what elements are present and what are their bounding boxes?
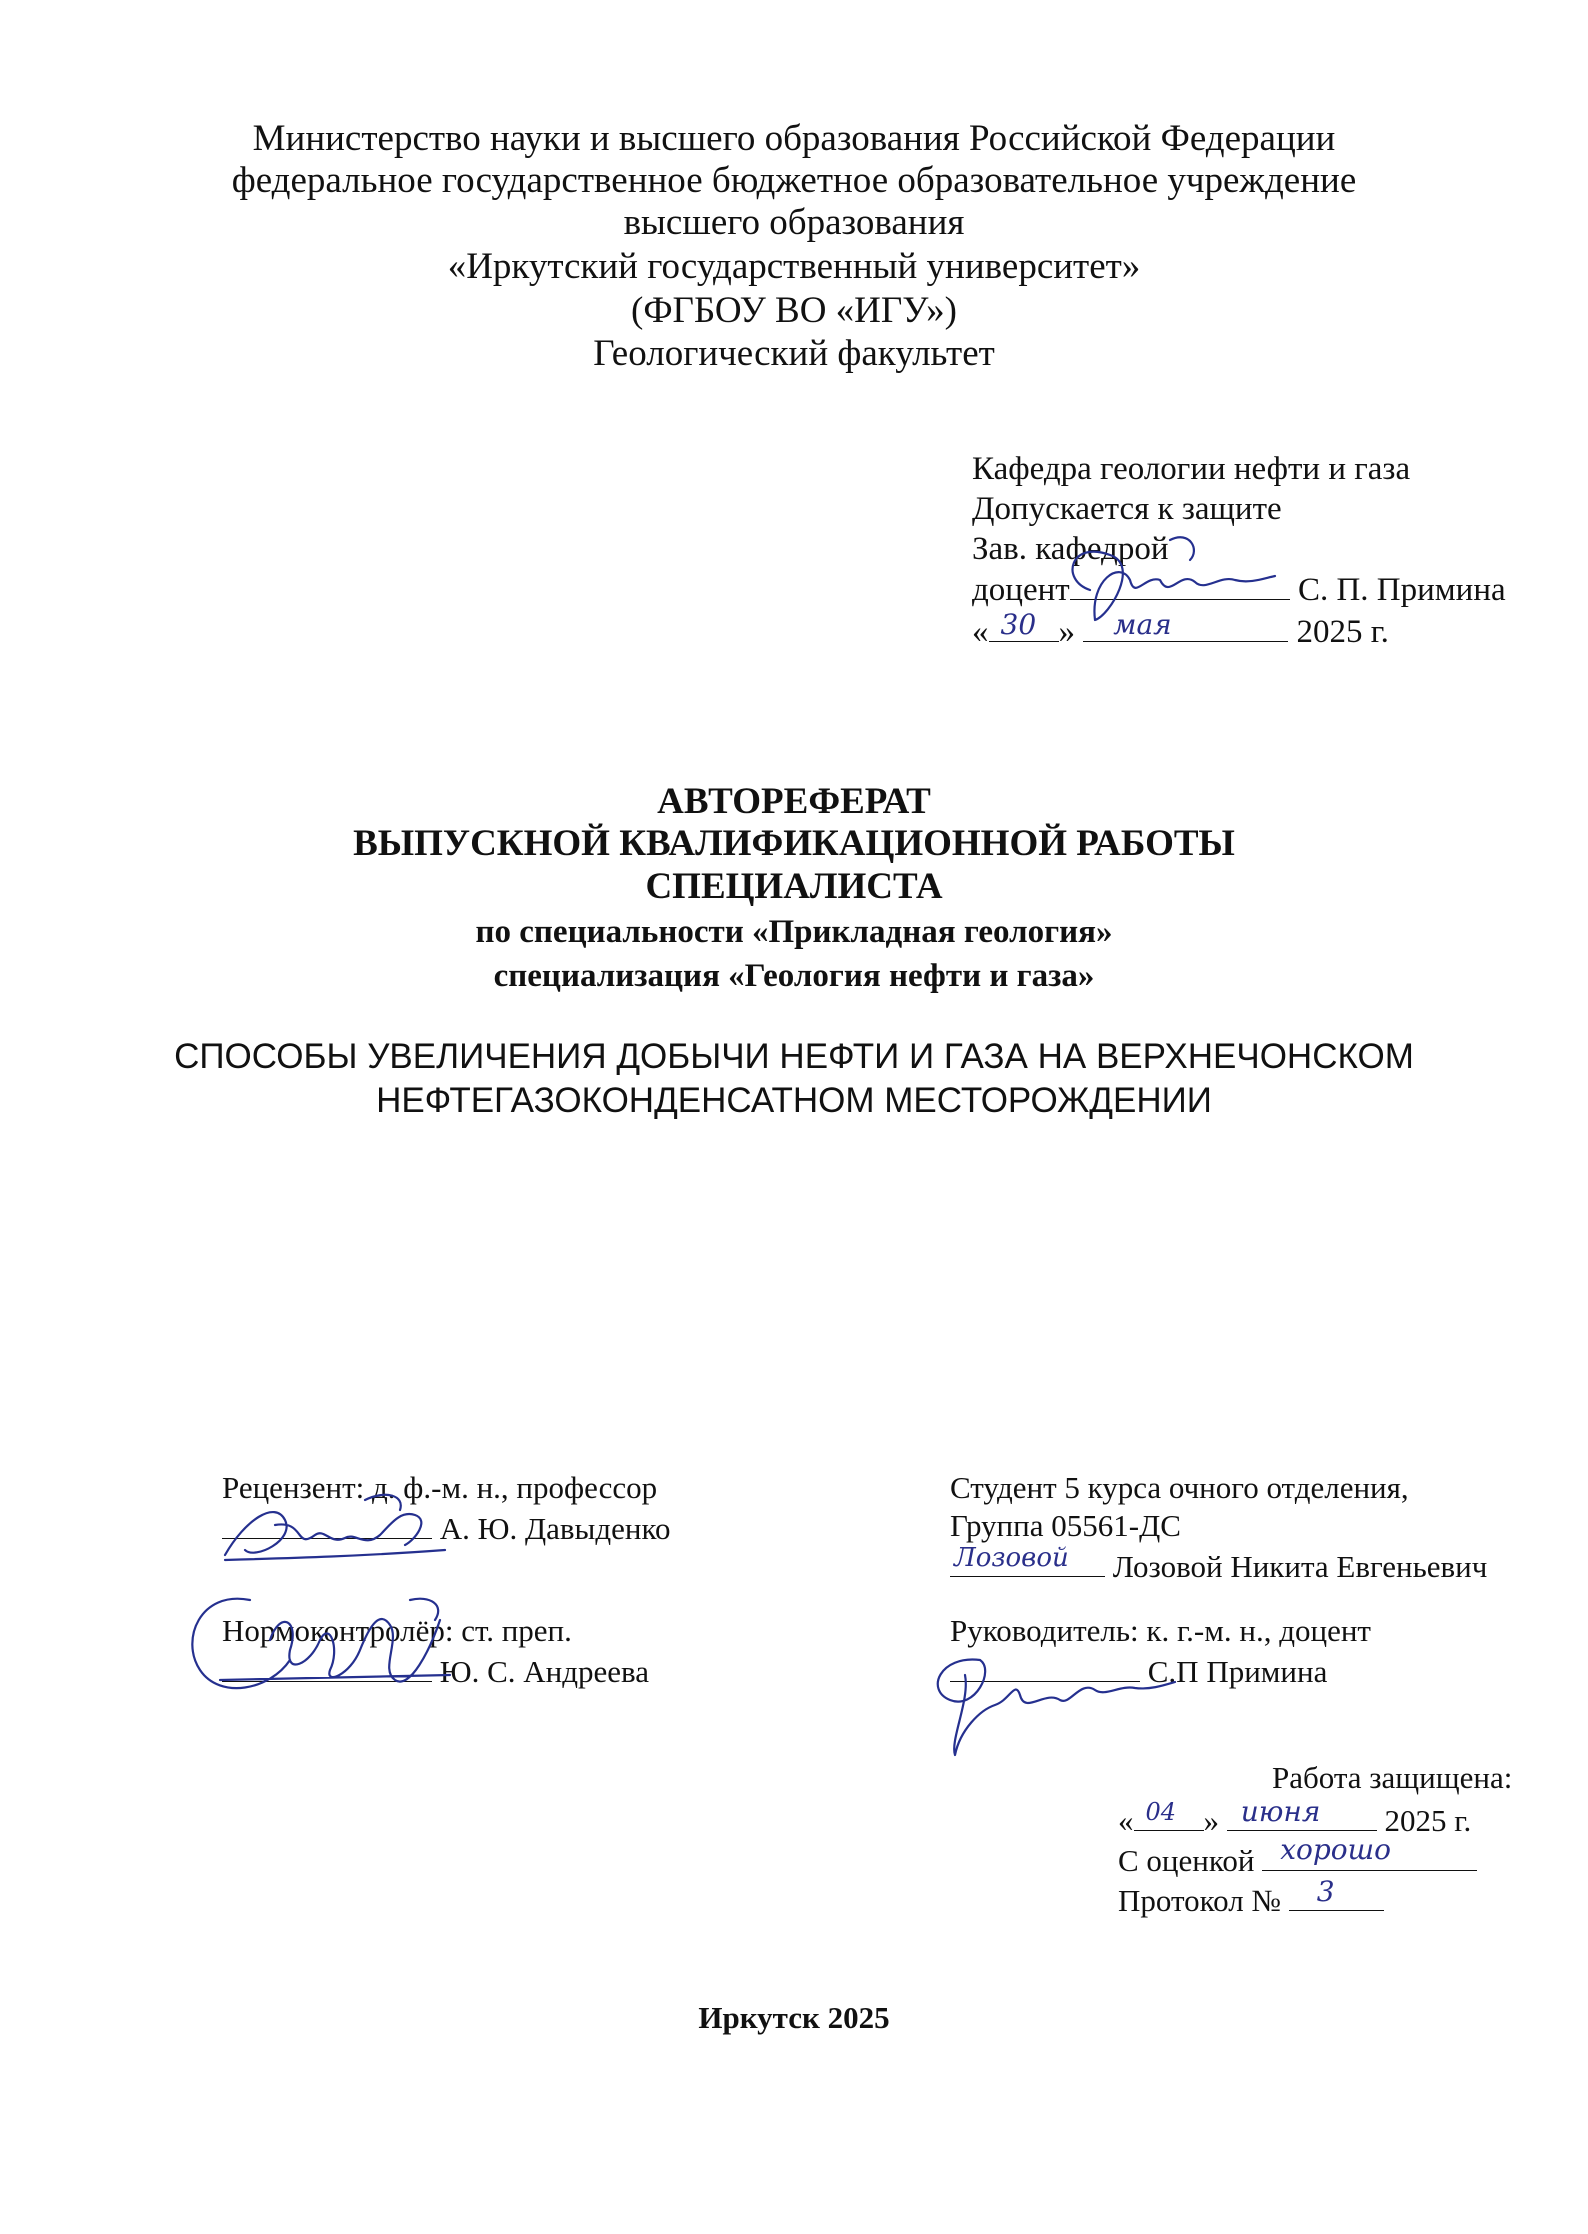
quote-open: «: [1118, 1803, 1134, 1838]
student-name: Лозовой Никита Евгеньевич: [1112, 1549, 1488, 1584]
title-line-2: ВЫПУСКНОЙ КВАЛИФИКАЦИОННОЙ РАБОТЫ: [353, 823, 1235, 864]
year-label: 2025 г.: [1384, 1803, 1472, 1838]
day-field: [989, 608, 1059, 642]
protocol-handwritten: 3: [1316, 1875, 1335, 1908]
grade-label: С оценкой: [1118, 1843, 1255, 1878]
head-label: Зав. кафедрой: [972, 531, 1169, 567]
day-field: [1134, 1800, 1204, 1831]
year-label: 2025 г.: [1296, 614, 1389, 650]
header-line-3: высшего образования: [623, 202, 965, 243]
protocol-label: Протокол №: [1118, 1883, 1281, 1918]
month-field: [1227, 1795, 1377, 1831]
protocol-line: [1118, 1875, 1384, 1919]
reviewer-label: Рецензент: д. ф.-м. н., профессор: [222, 1470, 658, 1505]
topic-line-2: НЕФТЕГАЗОКОНДЕНСАТНОМ МЕСТОРОЖДЕНИИ: [376, 1081, 1212, 1120]
defense-label: Работа защищена:: [1272, 1760, 1513, 1795]
student-group: Группа 05561-ДС: [950, 1508, 1181, 1543]
header-line-6: Геологический факультет: [593, 333, 995, 374]
city-year: Иркутск 2025: [698, 2000, 890, 2035]
student-signature-line: [950, 1543, 1488, 1585]
normcontrol-label: Нормоконтролёр: ст. преп.: [222, 1613, 572, 1648]
quote-close: »: [1058, 614, 1075, 650]
admitted-label: Допускается к защите: [972, 491, 1282, 527]
quote-open: «: [972, 614, 989, 650]
title-line-4: по специальности «Прикладная геология»: [475, 914, 1113, 950]
grade-line: [1118, 1833, 1477, 1879]
normcontrol-signature: [180, 1580, 460, 1710]
department-label: Кафедра геологии нефти и газа: [972, 451, 1411, 487]
day-handwritten: 30: [1000, 608, 1037, 641]
title-line-1: АВТОРЕФЕРАТ: [657, 781, 931, 822]
signature-underline: [950, 1543, 1105, 1577]
header-line-5: (ФГБОУ ВО «ИГУ»): [631, 290, 957, 331]
header-line-2: федеральное государственное бюджетное образовательное учреждение: [231, 160, 1357, 201]
quote-close: »: [1203, 1803, 1219, 1838]
month-handwritten: мая: [1113, 608, 1172, 641]
header-line-1: Министерство науки и высшего образования Российской Федерации: [252, 118, 1336, 159]
title-line-5: специализация «Геология нефти и газа»: [493, 958, 1095, 994]
student-signature: Лозовой: [954, 1543, 1069, 1573]
head-name: С. П. Примина: [1297, 572, 1506, 608]
head-position: доцент: [972, 572, 1070, 608]
month-handwritten: июня: [1240, 1795, 1321, 1828]
protocol-field: [1289, 1875, 1384, 1911]
reviewer-name: А. Ю. Давыденко: [439, 1511, 671, 1546]
title-line-3: СПЕЦИАЛИСТА: [645, 866, 943, 907]
normcontrol-name: Ю. С. Андреева: [439, 1654, 650, 1689]
topic-line-1: СПОСОБЫ УВЕЛИЧЕНИЯ ДОБЫЧИ НЕФТИ И ГАЗА НА ВЕРХНЕЧОНСКОМ: [174, 1037, 1414, 1076]
header-line-4: «Иркутский государственный университет»: [447, 246, 1141, 287]
supervisor-signature: [920, 1640, 1180, 1760]
grade-field: [1262, 1833, 1477, 1871]
supervisor-label: Руководитель: к. г.-м. н., доцент: [950, 1613, 1371, 1648]
supervisor-name: С.П Примина: [1147, 1654, 1328, 1689]
day-handwritten: 04: [1145, 1798, 1177, 1826]
head-signature: [1050, 520, 1280, 630]
reviewer-signature: [215, 1480, 455, 1570]
student-label: Студент 5 курса очного отделения,: [950, 1470, 1409, 1505]
grade-handwritten: хорошо: [1280, 1833, 1392, 1866]
